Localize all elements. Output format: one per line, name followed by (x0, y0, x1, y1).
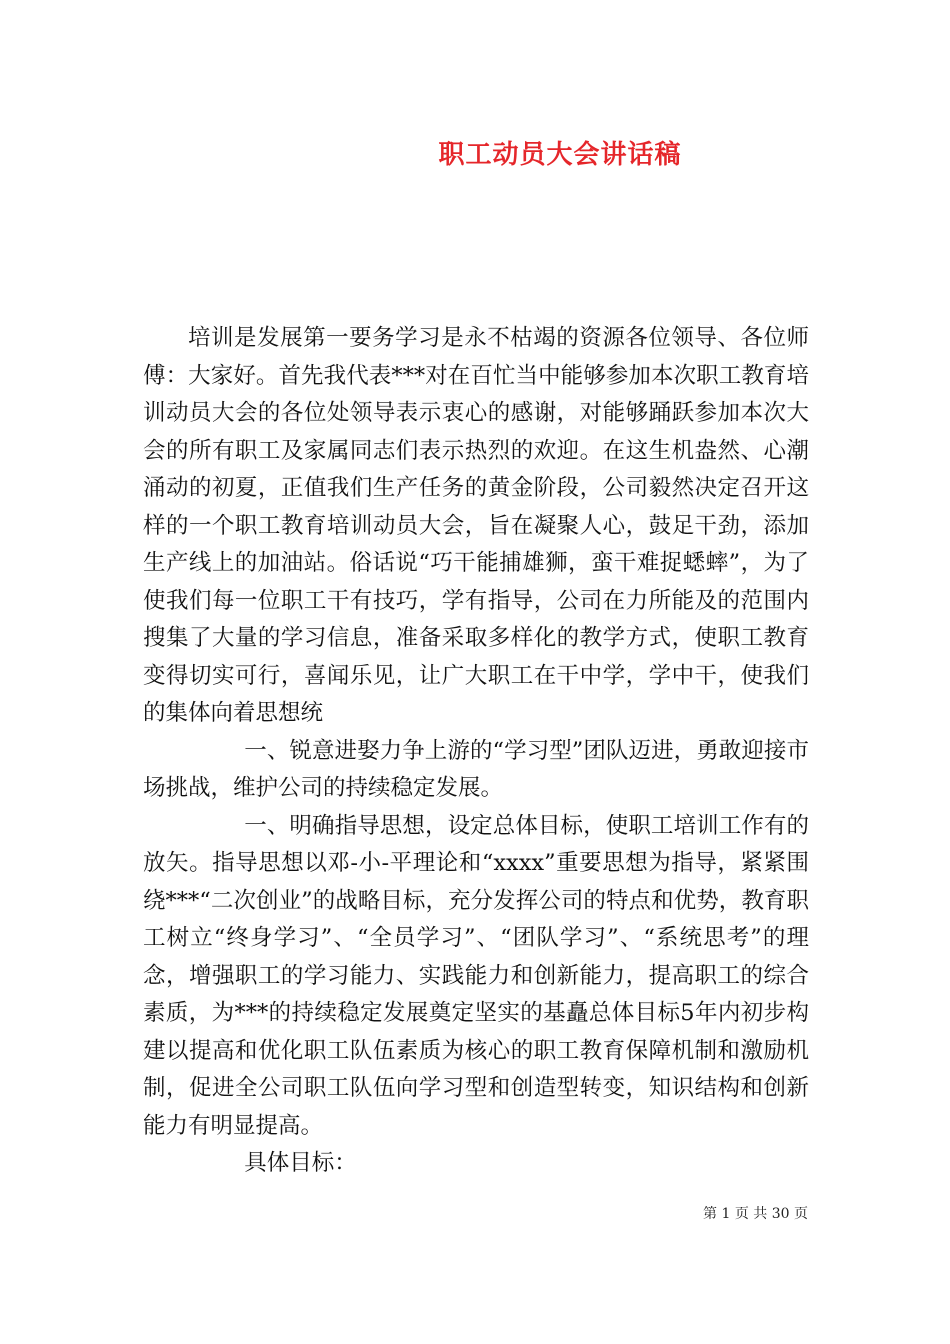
paragraph-guiding-ideology: 一、明确指导思想，设定总体目标，使职工培训工作有的放矢。指导思想以邓-小-平理论和“xxxx”重要思想为指导，紧紧围绕***“二次创业”的战略目标，充分发挥公司的特点和优势，教育职工树立“终身学习”、“全员学习”、“团队学习”、“系统思考”的理念，增强职工的学习能力、实践能力和创新能力，提高职工的综合素质，为***的持续稳定发展奠定坚实的基矗总体目标5年内初步构建以提高和优化职工队伍素质为核心的职工教育保障机制和激励机制，促进全公司职工队伍向学习型和创造型转变，知识结构和创新能力有明显提高。 (143, 812, 809, 1139)
document-body (143, 320, 809, 1183)
page-number: 第 1 页 共 30 页 (703, 1206, 808, 1222)
paragraph-section-heading: 一、锐意进娶力争上游的“学习型”团队迈进，勇敢迎接市场挑战，维护公司的持续稳定发展。 (143, 737, 809, 801)
paragraph-intro: 培训是发展第一要务学习是永不枯竭的资源各位领导、各位师傅：大家好。首先我代表***对在百忙当中能够参加本次职工教育培训动员大会的各位处领导表示衷心的感谢，对能够踊跃参加本次大会的所有职工及家属同志们表示热烈的欢迎。在这生机盎然、心潮涌动的初夏，正值我们生产任务的黄金阶段，公司毅然决定召开这样的一个职工教育培训动员大会，旨在凝聚人心，鼓足干劲，添加生产线上的加油站。俗话说“巧干能捕雄狮，蛮干难捉蟋蟀”，为了使我们每一位职工干有技巧，学有指导，公司在力所能及的范围内搜集了大量的学习信息，准备采取多样化的教学方式，使职工教育变得切实可行，喜闻乐见，让广大职工在干中学，学中干，使我们的集体向着思想统 (143, 325, 809, 726)
paragraph-specific-goals: 具体目标： (244, 1150, 357, 1176)
document-title: 职工动员大会讲话稿 (438, 140, 682, 170)
